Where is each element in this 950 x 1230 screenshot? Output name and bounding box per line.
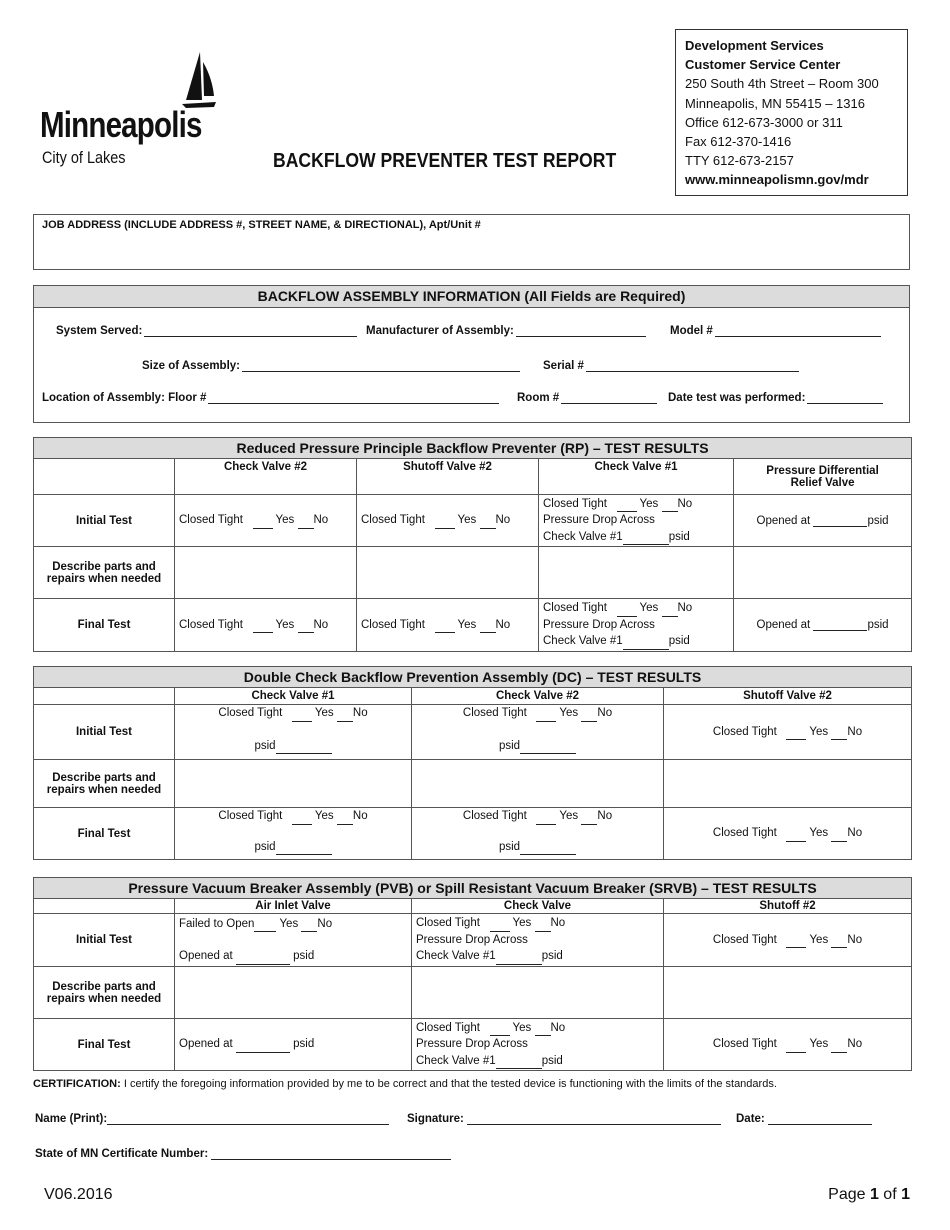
model-field[interactable]: Model # (670, 324, 881, 337)
closed-tight-field[interactable]: Closed Tight Yes No (664, 705, 912, 760)
dc-col-check-valve-2: Check Valve #2 (412, 688, 664, 705)
closed-tight-field[interactable]: Closed Tight Yes No (175, 599, 357, 652)
table-cell (34, 899, 175, 914)
contact-line: Office 612-673-3000 or 311 (685, 114, 843, 130)
certification-statement: CERTIFICATION: I certify the foregoing information provided by me to be correct and that the tested device is functioning with the limits of the standards. (33, 1078, 777, 1090)
row-describe-repairs: Describe parts and repairs when needed (34, 547, 175, 599)
contact-info-box (675, 29, 908, 196)
signature-field[interactable]: Signature: (407, 1113, 721, 1125)
contact-line: 250 South 4th Street – Room 300 (685, 76, 879, 92)
contact-line: Customer Service Center (685, 57, 841, 73)
assembly-info-section (33, 285, 910, 423)
pvb-results-table (33, 877, 912, 1071)
job-address-field[interactable] (33, 214, 910, 270)
rp-col-check-valve-1: Check Valve #1 (539, 459, 734, 495)
floor-field[interactable]: Location of Assembly: Floor # (42, 391, 499, 404)
manufacturer-field[interactable]: Manufacturer of Assembly: (366, 324, 646, 337)
closed-tight-field[interactable]: Closed Tight Yes No (664, 914, 912, 967)
contact-website: www.minneapolismn.gov/mdr (685, 172, 869, 188)
air-inlet-field[interactable]: Failed to Open Yes No Opened at psid (175, 914, 412, 967)
dc-col-check-valve-1: Check Valve #1 (175, 688, 412, 705)
page-number: Page 1 of 1 (828, 1186, 910, 1203)
size-field[interactable]: Size of Assembly: (142, 359, 520, 372)
closed-tight-field[interactable]: Closed Tight Yes No (664, 1019, 912, 1071)
rp-col-shutoff-valve-2: Shutoff Valve #2 (357, 459, 539, 495)
row-describe-repairs: Describe parts and repairs when needed (34, 967, 175, 1019)
closed-tight-field[interactable]: Closed Tight Yes No (357, 599, 539, 652)
pvb-section-title: Pressure Vacuum Breaker Assembly (PVB) or Spill Resistant Vacuum Breaker (SRVB) – TEST RESULTS (34, 878, 912, 899)
repairs-input[interactable] (357, 547, 539, 599)
job-address-label: JOB ADDRESS (INCLUDE ADDRESS #, STREET NAME, & DIRECTIONAL), Apt/Unit # (42, 219, 481, 231)
room-field[interactable]: Room # (517, 391, 657, 404)
check-valve-1-test-field[interactable]: Closed Tight Yes No Pressure Drop Across Check Valve #1 psid (539, 495, 734, 547)
row-final-test: Final Test (34, 808, 175, 860)
repairs-input[interactable] (175, 547, 357, 599)
form-version: V06.2016 (44, 1186, 113, 1203)
dc-check-valve-field[interactable]: Closed Tight Yes No psid (175, 705, 412, 760)
row-initial-test: Initial Test (34, 705, 175, 760)
repairs-input[interactable] (734, 547, 912, 599)
rp-results-table (33, 437, 912, 652)
dc-check-valve-field[interactable]: Closed Tight Yes No psid (412, 808, 664, 860)
pvb-col-check-valve: Check Valve (412, 899, 664, 914)
check-valve-test-field[interactable]: Closed Tight Yes No Pressure Drop Across Check Valve #1 psid (412, 1019, 664, 1071)
logo-tagline: City of Lakes (42, 148, 126, 167)
name-print-field[interactable]: Name (Print): (35, 1113, 389, 1125)
rp-col-relief-valve: Pressure Differential Relief Valve (734, 459, 912, 495)
dc-col-shutoff-valve-2: Shutoff Valve #2 (664, 688, 912, 705)
certificate-number-field[interactable]: State of MN Certificate Number: (35, 1148, 451, 1160)
repairs-input[interactable] (664, 967, 912, 1019)
pvb-col-shutoff-2: Shutoff #2 (664, 899, 912, 914)
sailboat-logo-icon (180, 50, 218, 110)
system-served-field[interactable]: System Served: (56, 324, 357, 337)
repairs-input[interactable] (412, 967, 664, 1019)
test-date-field[interactable]: Date test was performed: (668, 391, 883, 404)
closed-tight-field[interactable]: Closed Tight Yes No (175, 495, 357, 547)
row-final-test: Final Test (34, 1019, 175, 1071)
repairs-input[interactable] (539, 547, 734, 599)
assembly-info-heading: BACKFLOW ASSEMBLY INFORMATION (All Fields are Required) (34, 286, 909, 308)
closed-tight-field[interactable]: Closed Tight Yes No (664, 808, 912, 860)
table-cell (34, 459, 175, 495)
repairs-input[interactable] (412, 760, 664, 808)
opened-at-field[interactable]: Opened at psid (175, 1019, 412, 1071)
rp-section-title: Reduced Pressure Principle Backflow Preventer (RP) – TEST RESULTS (34, 438, 912, 459)
table-cell (34, 688, 175, 705)
opened-at-field[interactable]: Opened at psid (734, 599, 912, 652)
check-valve-test-field[interactable]: Closed Tight Yes No Pressure Drop Across Check Valve #1 psid (412, 914, 664, 967)
serial-field[interactable]: Serial # (543, 359, 799, 372)
closed-tight-field[interactable]: Closed Tight Yes No (357, 495, 539, 547)
dc-section-title: Double Check Backflow Prevention Assembly (DC) – TEST RESULTS (34, 667, 912, 688)
contact-line: Fax 612-370-1416 (685, 134, 792, 150)
opened-at-field[interactable]: Opened at psid (734, 495, 912, 547)
dc-results-table (33, 666, 912, 860)
rp-col-check-valve-2: Check Valve #2 (175, 459, 357, 495)
repairs-input[interactable] (175, 967, 412, 1019)
dc-check-valve-field[interactable]: Closed Tight Yes No psid (412, 705, 664, 760)
row-describe-repairs: Describe parts and repairs when needed (34, 760, 175, 808)
repairs-input[interactable] (175, 760, 412, 808)
row-final-test: Final Test (34, 599, 175, 652)
page-title: BACKFLOW PREVENTER TEST REPORT (273, 150, 617, 172)
pvb-col-air-inlet-valve: Air Inlet Valve (175, 899, 412, 914)
contact-line: Minneapolis, MN 55415 – 1316 (685, 95, 865, 111)
row-initial-test: Initial Test (34, 914, 175, 967)
dc-check-valve-field[interactable]: Closed Tight Yes No psid (175, 808, 412, 860)
repairs-input[interactable] (664, 760, 912, 808)
contact-line: Development Services (685, 38, 824, 53)
contact-line: TTY 612-673-2157 (685, 153, 794, 169)
row-initial-test: Initial Test (34, 495, 175, 547)
logo-wordmark: Minneapolis (40, 104, 202, 145)
check-valve-1-test-field[interactable]: Closed Tight Yes No Pressure Drop Across Check Valve #1 psid (539, 599, 734, 652)
date-field[interactable]: Date: (736, 1113, 872, 1125)
